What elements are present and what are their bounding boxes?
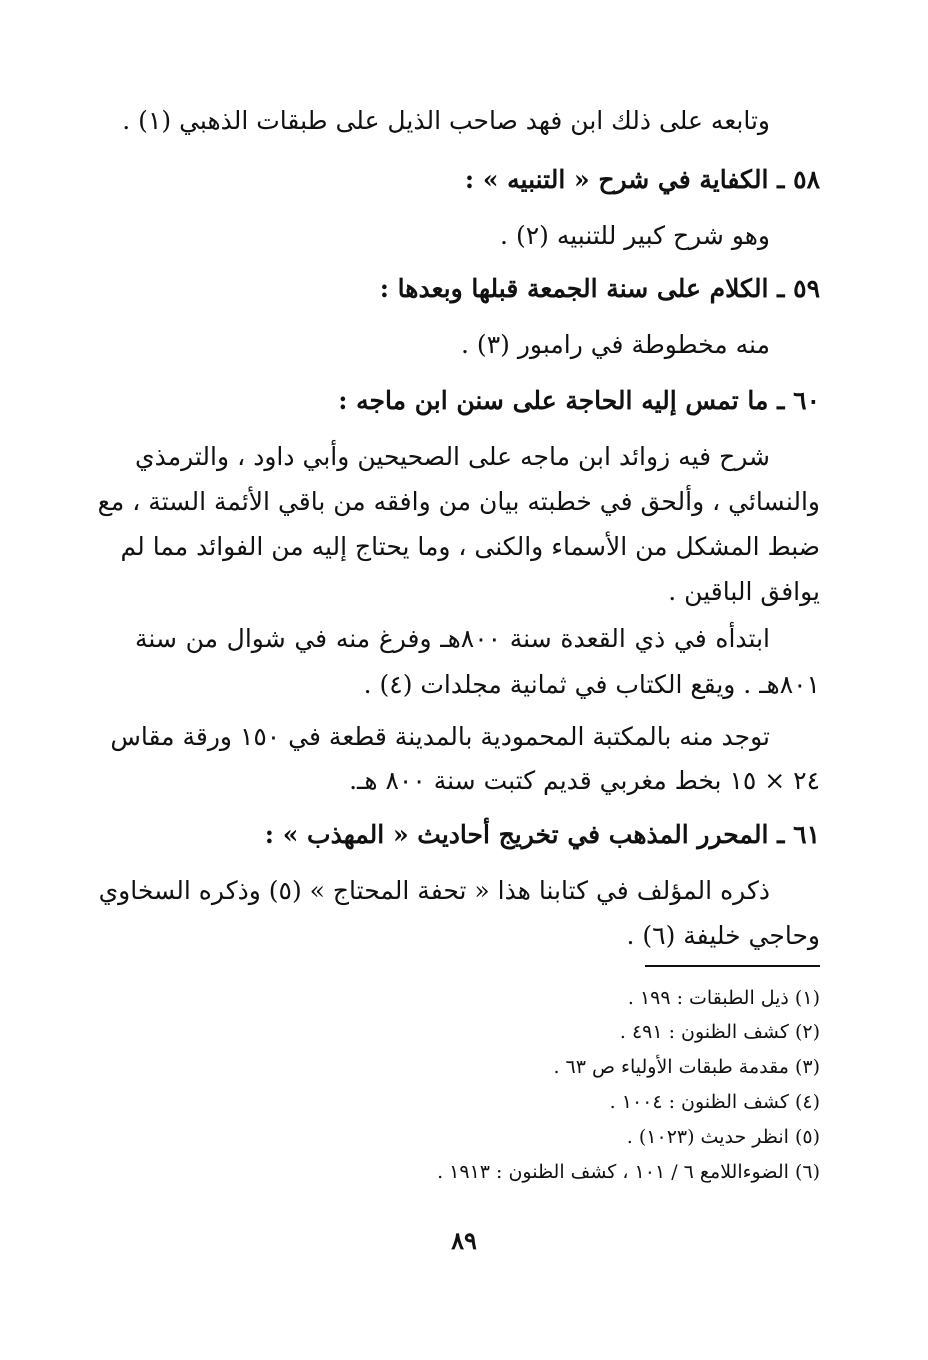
paragraph-line: ابتدأه في ذي القعدة سنة ٨٠٠هـ وفرغ منه في شوال من سنة <box>135 624 770 653</box>
paragraph-line: وحاجي خليفة (٦) . <box>626 921 820 950</box>
footnote-3: (٣) مقدمة طبقات الأولياء ص ٦٣ . <box>553 1056 820 1078</box>
section-heading-59: ٥٩ ـ الكلام على سنة الجمعة قبلها وبعدها : <box>379 274 820 303</box>
section-heading-60: ٦٠ ـ ما تمس إليه الحاجة على سنن ابن ماجه : <box>338 386 820 415</box>
paragraph-line: يوافق الباقين . <box>668 577 820 606</box>
body-line: منه مخطوطة في رامبور (٣) . <box>461 330 770 359</box>
paragraph-line: والنسائي ، وألحق في خطبته بيان من وافقه من باقي الأئمة الستة ، مع <box>97 487 820 516</box>
paragraph-line: ذكره المؤلف في كتابنا هذا « تحفة المحتاج » (٥) وذكره السخاوي <box>98 876 770 905</box>
footnote-2: (٢) كشف الظنون : ٤٩١ . <box>619 1021 820 1043</box>
paragraph-line: ضبط المشكل من الأسماء والكنى ، وما يحتاج إليه من الفوائد مما لم <box>120 532 820 561</box>
footnote-separator <box>645 965 820 967</box>
section-heading-58: ٥٨ ـ الكفاية في شرح « التنبيه » : <box>464 165 820 194</box>
page-number: ٨٩ <box>451 1226 477 1255</box>
section-heading-61: ٦١ ـ المحرر المذهب في تخريج أحاديث « المهذب » : <box>264 820 820 849</box>
body-line: وتابعه على ذلك ابن فهد صاحب الذيل على طبقات الذهبي (١) . <box>122 106 770 135</box>
paragraph-line: ٨٠١هـ . ويقع الكتاب في ثمانية مجلدات (٤) . <box>363 670 820 699</box>
paragraph-line: توجد منه بالمكتبة المحمودية بالمدينة قطعة في ١٥٠ ورقة مقاس <box>110 722 770 751</box>
paragraph-line: شرح فيه زوائد ابن ماجه على الصحيحين وأبي داود ، والترمذي <box>135 442 770 471</box>
body-line: وهو شرح كبير للتنبيه (٢) . <box>500 221 770 250</box>
paragraph-line: ٢٤ × ١٥ بخط مغربي قديم كتبت سنة ٨٠٠ هـ. <box>349 766 820 795</box>
footnote-5: (٥) انظر حديث (١٠٢٣) . <box>626 1126 820 1148</box>
footnote-4: (٤) كشف الظنون : ١٠٠٤ . <box>609 1091 820 1113</box>
footnote-1: (١) ذيل الطبقات : ١٩٩ . <box>627 987 820 1009</box>
footnote-6: (٦) الضوءاللامع ٦ / ١٠١ ، كشف الظنون : ١٩١٣ . <box>437 1161 820 1183</box>
